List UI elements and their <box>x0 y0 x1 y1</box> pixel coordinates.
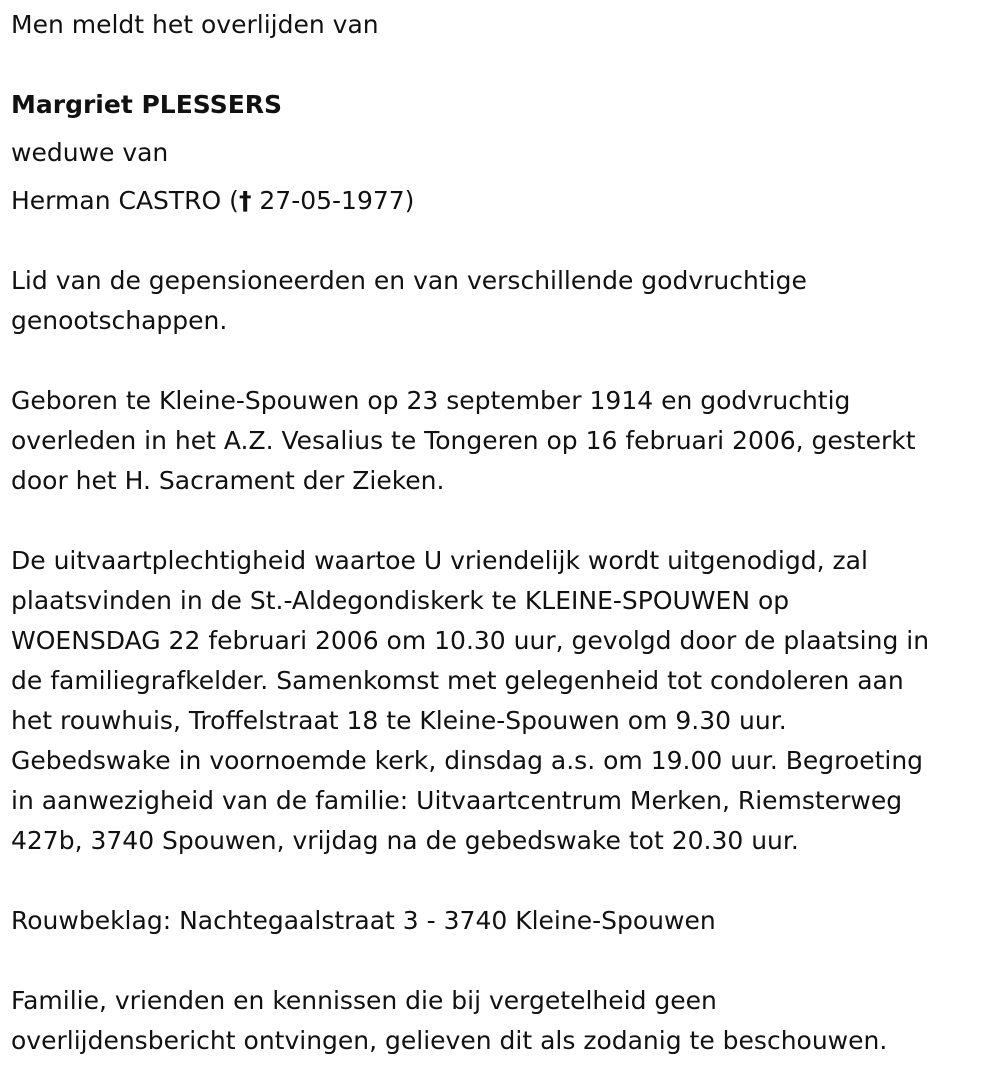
relation-text: weduwe van <box>11 138 169 167</box>
closing-line: Familie, vrienden en kennissen die bij vergetelheid geen <box>11 986 717 1015</box>
cross-icon: † <box>238 186 252 215</box>
mourning-address: Rouwbeklag: Nachtegaalstraat 3 - 3740 Kleine-Spouwen <box>11 906 716 935</box>
intro-text: Men meldt het overlijden van <box>11 10 379 39</box>
funeral-line: WOENSDAG 22 februari 2006 om 10.30 uur, gevolgd door de plaatsing in <box>11 626 930 655</box>
funeral-line: plaatsvinden in de St.-Aldegondiskerk te KLEINE-SPOUWEN op <box>11 586 790 615</box>
birth-death-line: overleden in het A.Z. Vesalius te Tongeren op 16 februari 2006, gesterkt <box>11 426 916 455</box>
funeral-line: De uitvaartplechtigheid waartoe U vriendelijk wordt uitgenodigd, zal <box>11 546 868 575</box>
membership-line: genootschappen. <box>11 306 228 335</box>
deceased-name: Margriet PLESSERS <box>11 90 283 119</box>
membership-line: Lid van de gepensioneerden en van verschillende godvruchtige <box>11 266 807 295</box>
spouse-name: Herman CASTRO ( <box>11 186 239 215</box>
funeral-line: in aanwezigheid van de familie: Uitvaartcentrum Merken, Riemsterweg <box>11 786 903 815</box>
birth-death-line: Geboren te Kleine-Spouwen op 23 september 1914 en godvruchtig <box>11 386 851 415</box>
funeral-line: 427b, 3740 Spouwen, vrijdag na de gebedswake tot 20.30 uur. <box>11 826 799 855</box>
funeral-line: Gebedswake in voornoemde kerk, dinsdag a.s. om 19.00 uur. Begroeting <box>11 746 924 775</box>
birth-death-line: door het H. Sacrament der Zieken. <box>11 466 445 495</box>
funeral-line: het rouwhuis, Troffelstraat 18 te Kleine-Spouwen om 9.30 uur. <box>11 706 787 735</box>
spouse-death-date: 27-05-1977) <box>251 186 415 215</box>
closing-line: overlijdensbericht ontvingen, gelieven dit als zodanig te beschouwen. <box>11 1026 888 1055</box>
funeral-line: de familiegrafkelder. Samenkomst met gelegenheid tot condoleren aan <box>11 666 904 695</box>
spouse-line <box>11 181 414 221</box>
